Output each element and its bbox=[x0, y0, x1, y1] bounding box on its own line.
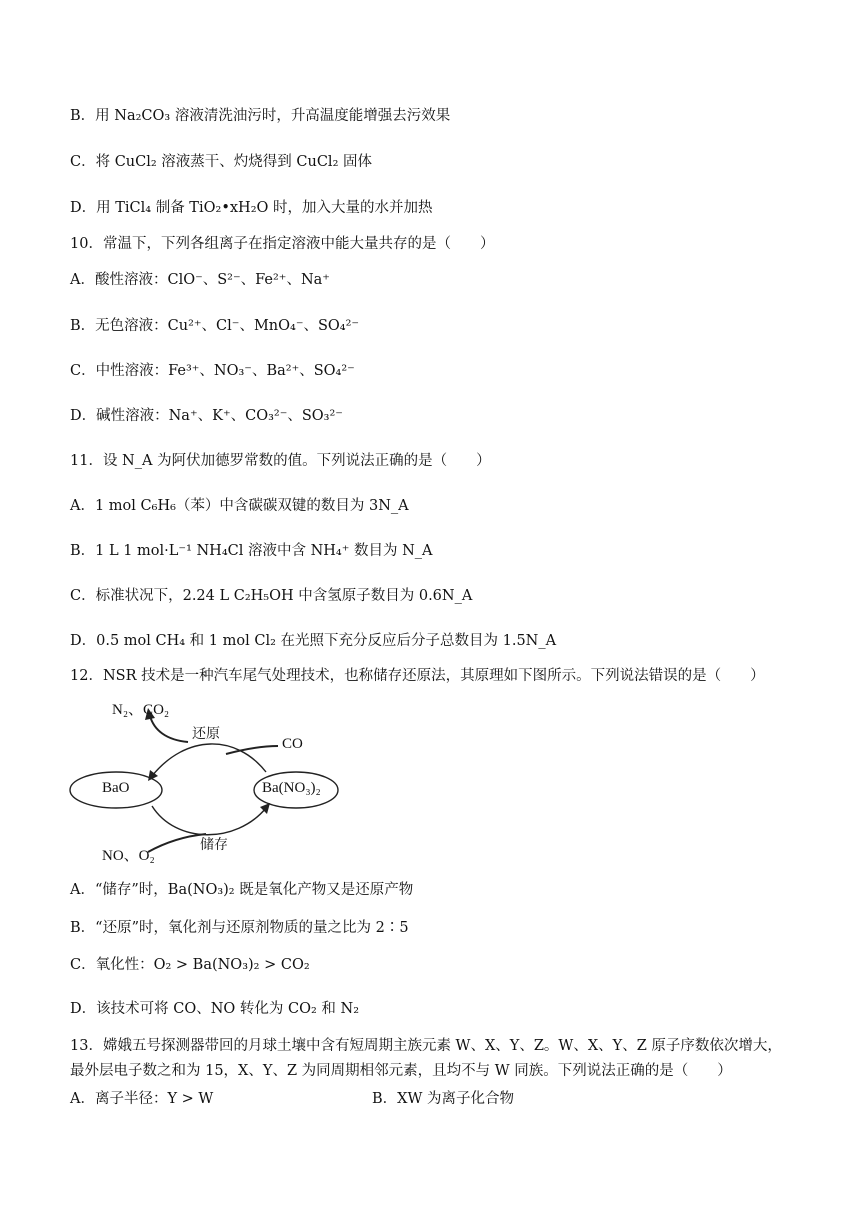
option-12d: D．该技术可将 CO、NO 转化为 CO₂ 和 N₂ bbox=[70, 1001, 360, 1017]
storage-label: 储存 bbox=[200, 838, 228, 853]
ba-nitrate-label: Ba(NO₃)₂ bbox=[262, 780, 321, 796]
n2-co2-label: N₂、CO₂ bbox=[112, 702, 170, 718]
question-13-line2: 最外层电子数之和为 15，X、Y、Z 为同周期相邻元素，且均不与 W 同族。下列说法正确的是（ ） bbox=[70, 1063, 732, 1079]
option-10d: D．碱性溶液：Na⁺、K⁺、CO₃²⁻、SO₃²⁻ bbox=[70, 408, 343, 424]
reduction-label: 还原 bbox=[192, 727, 220, 742]
option-12c: C．氧化性：O₂ > Ba(NO₃)₂ > CO₂ bbox=[70, 957, 310, 973]
option-12a: A．“储存”时，Ba(NO₃)₂ 既是氧化产物又是还原产物 bbox=[70, 882, 414, 898]
no-o2-label: NO、O₂ bbox=[102, 848, 155, 864]
question-12: 12．NSR 技术是一种汽车尾气处理技术，也称储存还原法，其原理如下图所示。下列说法错误的是（ ） bbox=[70, 668, 765, 684]
option-12b: B．“还原”时，氧化剂与还原剂物质的量之比为 2∶5 bbox=[70, 920, 409, 936]
option-9b: B．用 Na₂CO₃ 溶液清洗油污时，升高温度能增强去污效果 bbox=[70, 108, 451, 124]
option-10a: A．酸性溶液：ClO⁻、S²⁻、Fe²⁺、Na⁺ bbox=[70, 272, 330, 288]
co-label: CO bbox=[282, 736, 303, 752]
question-13-line1: 13．嫦娥五号探测器带回的月球土壤中含有短周期主族元素 W、X、Y、Z。W、X、Y、Z 原子序数依次增大， bbox=[70, 1038, 782, 1054]
question-11: 11．设 N_A 为阿伏加德罗常数的值。下列说法正确的是（ ） bbox=[70, 453, 491, 469]
question-10: 10．常温下，下列各组离子在指定溶液中能大量共存的是（ ） bbox=[70, 236, 495, 252]
bao-label: BaO bbox=[102, 780, 130, 796]
nsr-cycle-diagram bbox=[66, 694, 356, 866]
option-13b: B．XW 为离子化合物 bbox=[372, 1091, 514, 1107]
option-9c: C．将 CuCl₂ 溶液蒸干、灼烧得到 CuCl₂ 固体 bbox=[70, 154, 372, 170]
option-11a: A．1 mol C₆H₆（苯）中含碳碳双键的数目为 3N_A bbox=[70, 498, 409, 514]
option-10c: C．中性溶液：Fe³⁺、NO₃⁻、Ba²⁺、SO₄²⁻ bbox=[70, 363, 355, 379]
option-10b: B．无色溶液：Cu²⁺、Cl⁻、MnO₄⁻、SO₄²⁻ bbox=[70, 318, 360, 334]
option-11b: B．1 L 1 mol·L⁻¹ NH₄Cl 溶液中含 NH₄⁺ 数目为 N_A bbox=[70, 543, 433, 559]
option-11d: D．0.5 mol CH₄ 和 1 mol Cl₂ 在光照下充分反应后分子总数目为 1.5N_A bbox=[70, 633, 557, 649]
option-11c: C．标准状况下，2.24 L C₂H₅OH 中含氢原子数目为 0.6N_A bbox=[70, 588, 473, 604]
option-13a: A．离子半径：Y > W bbox=[70, 1091, 214, 1107]
option-9d: D．用 TiCl₄ 制备 TiO₂•xH₂O 时，加入大量的水并加热 bbox=[70, 200, 433, 216]
